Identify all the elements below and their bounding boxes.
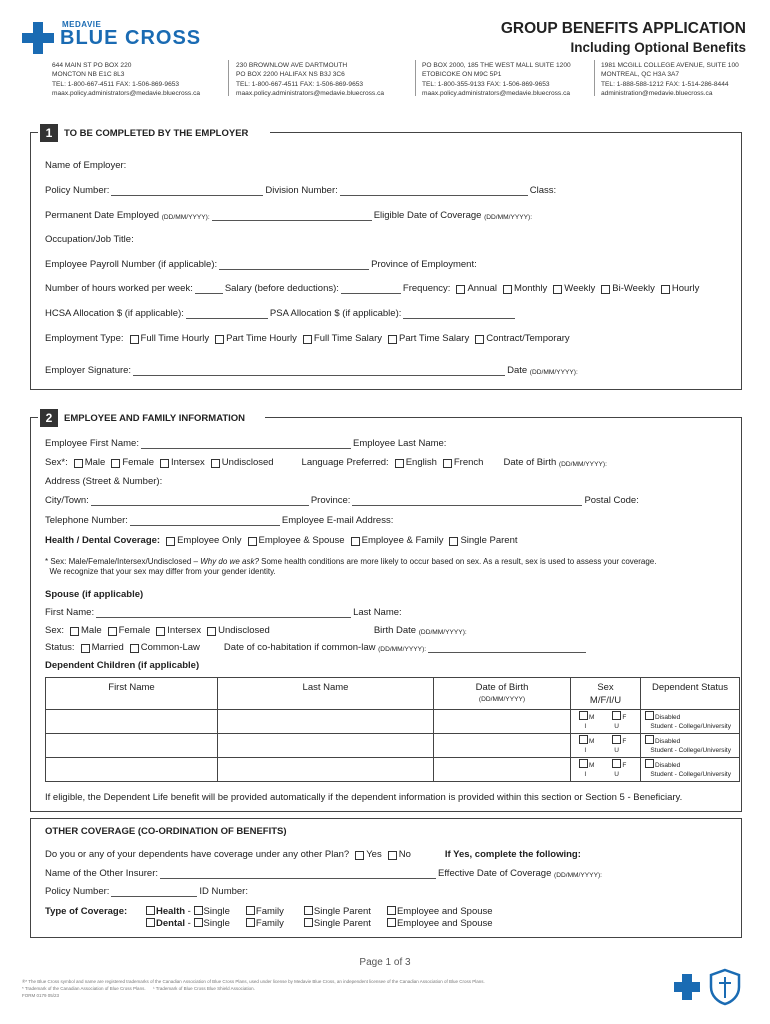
type-fth-checkbox[interactable] [130, 335, 139, 344]
section-1-header [40, 124, 254, 142]
sp-male-checkbox[interactable] [70, 627, 79, 636]
eff-date-label: Effective Date of Coverage [438, 868, 552, 879]
dep-m-checkbox[interactable] [579, 759, 588, 768]
divider [228, 60, 229, 96]
blue-shield-icon [708, 968, 742, 1006]
dep-last-field[interactable] [218, 758, 434, 782]
dep-m-checkbox[interactable] [579, 735, 588, 744]
table-row: M F I U Disabled Student - College/University [46, 734, 740, 758]
other-coverage-title: OTHER COVERAGE (CO-ORDINATION OF BENEFITS) [45, 826, 287, 837]
dep-last-field[interactable] [218, 734, 434, 758]
division-number-label: Division Number: [265, 185, 338, 196]
dob-label: Date of Birth [503, 457, 557, 468]
policy-number-field[interactable] [111, 186, 263, 196]
dental-family-checkbox[interactable] [246, 918, 255, 927]
province-employment-label: Province of Employment: [371, 259, 477, 270]
spouse-heading: Spouse (if applicable) [45, 589, 144, 600]
dep-disabled-checkbox[interactable] [645, 711, 654, 720]
section-title: EMPLOYEE AND FAMILY INFORMATION [64, 412, 246, 424]
sp-undisclosed-checkbox[interactable] [207, 627, 216, 636]
lang-french-checkbox[interactable] [443, 459, 452, 468]
payroll-field[interactable] [219, 260, 369, 270]
sex-note: * Sex: Male/Female/Intersex/Undisclosed – Why do we ask? Some health conditions are more likely to occur based on sex. As a result, sex is used to assess your coverage. We recognize that your sex may differ from your gender identity. [45, 557, 657, 576]
col-first-name: First Name [46, 678, 218, 710]
employer-signature-label: Employer Signature: [45, 365, 132, 376]
dep-dob-field[interactable] [434, 710, 571, 734]
psa-field[interactable] [403, 309, 515, 319]
other-yes-checkbox[interactable] [355, 851, 364, 860]
type-coverage-options: Health - Single Family Single Parent Employee and Spouse Dental - Single Family Single Parent Employee and Spouse [146, 906, 493, 930]
perm-date-label: Permanent Date Employed [45, 210, 160, 221]
city-field[interactable] [91, 496, 309, 506]
sign-date-label: Date [507, 365, 528, 376]
employer-name-label: Name of Employer: [45, 160, 127, 171]
col-last-name: Last Name [218, 678, 434, 710]
email-label: Employee E-mail Address: [281, 515, 394, 526]
col-dob: Date of Birth (DD/MM/YYYY) [434, 678, 571, 710]
address-dartmouth: 230 BROWNLOW AVE DARTMOUTH PO BOX 2200 HALIFAX NS B3J 3C6 TEL: 1-800-667-4511 FAX: 1-506-869-9653 maax.policy.administrators@medavie.bluecross.ca [236, 62, 385, 98]
dental-emp-spouse-checkbox[interactable] [387, 918, 396, 927]
page-title: GROUP BENEFITS APPLICATION [500, 20, 746, 37]
cov-family-checkbox[interactable] [351, 537, 360, 546]
type-coverage-label: Type of Coverage: [45, 906, 128, 917]
if-yes-label: If Yes, complete the following: [444, 849, 581, 860]
sex-intersex-checkbox[interactable] [160, 459, 169, 468]
status-married-checkbox[interactable] [81, 644, 90, 653]
other-policy-field[interactable] [111, 887, 197, 897]
type-pth-checkbox[interactable] [215, 335, 224, 344]
health-checkbox[interactable] [146, 906, 155, 915]
dental-single-checkbox[interactable] [194, 918, 203, 927]
emp-first-field[interactable] [141, 439, 351, 449]
employment-type-label: Employment Type: [45, 333, 124, 344]
coverage-label: Health / Dental Coverage: [45, 535, 161, 546]
address-etobicoke: PO BOX 2000, 185 THE WEST MALL SUITE 1200 ETOBICOKE ON M9C 5P1 TEL: 1-800-355-9133 FAX: 1-506-869-9653 maax.policy.administrators@medavie.bluecross.ca [422, 62, 571, 98]
elig-date-label: Eligible Date of Coverage [373, 210, 482, 221]
province-label: Province: [310, 495, 351, 506]
province-field[interactable] [352, 496, 582, 506]
emp-first-label: Employee First Name: [45, 438, 139, 449]
hours-label: Number of hours worked per week: [45, 283, 193, 294]
psa-label: PSA Allocation $ (if applicable): [269, 308, 402, 319]
dep-first-field[interactable] [46, 734, 218, 758]
city-label: City/Town: [45, 495, 89, 506]
divider [594, 60, 595, 96]
freq-monthly-checkbox[interactable] [503, 285, 512, 294]
health-single-checkbox[interactable] [194, 906, 203, 915]
table-row: M F I U Disabled Student - College/University [46, 710, 740, 734]
dependent-life-note: If eligible, the Dependent Life benefit will be provided automatically if the dependent information is provided within this section or Section 5 - Beneficiary. [45, 792, 683, 803]
language-label: Language Preferred: [301, 457, 389, 468]
phone-field[interactable] [130, 516, 280, 526]
cov-spouse-checkbox[interactable] [248, 537, 257, 546]
employer-signature-field[interactable] [133, 366, 505, 376]
sex-label: Sex*: [45, 457, 68, 468]
section-title: TO BE COMPLETED BY THE EMPLOYER [64, 127, 249, 139]
sex-undisclosed-checkbox[interactable] [211, 459, 220, 468]
hcsa-field[interactable] [186, 309, 268, 319]
phone-label: Telephone Number: [45, 515, 128, 526]
sp-intersex-checkbox[interactable] [156, 627, 165, 636]
freq-biweekly-checkbox[interactable] [601, 285, 610, 294]
dep-disabled-checkbox[interactable] [645, 759, 654, 768]
freq-weekly-checkbox[interactable] [553, 285, 562, 294]
page-number: Page 1 of 3 [359, 957, 411, 968]
other-plan-question: Do you or any of your dependents have coverage under any other Plan? [45, 849, 350, 860]
postal-label: Postal Code: [584, 495, 639, 506]
perm-date-field[interactable] [212, 211, 372, 221]
dep-dob-field[interactable] [434, 734, 571, 758]
insurer-label: Name of the Other Insurer: [45, 868, 158, 879]
salary-label: Salary (before deductions): [224, 283, 339, 294]
health-family-checkbox[interactable] [246, 906, 255, 915]
address-moncton: 644 MAIN ST PO BOX 220 MONCTON NB E1C 8L3 TEL: 1-800-667-4511 FAX: 1-506-869-9653 maax.policy.administrators@medavie.bluecross.ca [52, 62, 201, 98]
dep-first-field[interactable] [46, 758, 218, 782]
page-subtitle: Including Optional Benefits [570, 40, 746, 55]
footer-legal: ®* The Blue Cross symbol and name are registered trademarks of the Canadian Association of Blue Cross Plans, used under license by Medavie Blue Cross, an independent licensee of the Canadian Association of Blue Cross Plans. * Trademark of the Canadian Association of Blue Cross Plans. ¹ Trademark of Blue Cross Blue Shield Association. FORM 0179 05/23 [22, 979, 485, 998]
dependents-table [45, 677, 740, 782]
id-number-label: ID Number: [199, 886, 248, 897]
dep-first-field[interactable] [46, 710, 218, 734]
table-row: M F I U Disabled Student - College/University [46, 758, 740, 782]
sp-sex-label: Sex: [45, 625, 65, 636]
brand-name: BLUE CROSS [60, 27, 202, 49]
sp-last-label: Last Name: [353, 607, 402, 618]
cohab-field[interactable] [428, 643, 586, 653]
sp-female-checkbox[interactable] [108, 627, 117, 636]
col-sex: Sex M/F/I/U [571, 678, 641, 710]
division-number-field[interactable] [340, 186, 528, 196]
cohab-label: Date of co-habitation if common-law [223, 642, 376, 653]
sp-first-field[interactable] [96, 608, 351, 618]
freq-hourly-checkbox[interactable] [661, 285, 670, 294]
sex-male-checkbox[interactable] [74, 459, 83, 468]
policy-number-label: Policy Number: [45, 185, 110, 196]
other-no-checkbox[interactable] [388, 851, 397, 860]
occupation-label: Occupation/Job Title: [45, 234, 134, 245]
section-2-header [40, 409, 251, 427]
freq-annual-checkbox[interactable] [456, 285, 465, 294]
health-single-parent-checkbox[interactable] [304, 906, 313, 915]
cov-single-parent-checkbox[interactable] [449, 537, 458, 546]
lang-english-checkbox[interactable] [395, 459, 404, 468]
dep-f-checkbox[interactable] [612, 711, 621, 720]
type-pts-checkbox[interactable] [388, 335, 397, 344]
class-label: Class: [529, 185, 557, 196]
blue-cross-logo-icon [22, 22, 54, 54]
brand-top: MEDAVIE [62, 20, 102, 29]
dep-f-checkbox[interactable] [612, 759, 621, 768]
section-number: 2 [40, 409, 58, 427]
other-policy-label: Policy Number: [45, 886, 110, 897]
frequency-label: Frequency: [402, 283, 451, 294]
health-emp-spouse-checkbox[interactable] [387, 906, 396, 915]
hours-field[interactable] [195, 284, 223, 294]
dep-last-field[interactable] [218, 710, 434, 734]
dep-f-checkbox[interactable] [612, 735, 621, 744]
address-montreal: 1981 MCGILL COLLEGE AVENUE, SUITE 100 MONTREAL, QC H3A 3A7 TEL: 1-888-588-1212 FAX: 1-514-286-8444 administration@medavie.bluecross.ca [601, 62, 739, 98]
hcsa-label: HCSA Allocation $ (if applicable): [45, 308, 184, 319]
dependents-heading: Dependent Children (if applicable) [45, 660, 200, 671]
sex-female-checkbox[interactable] [111, 459, 120, 468]
status-label: Status: [45, 642, 75, 653]
dental-checkbox[interactable] [146, 918, 155, 927]
dep-disabled-checkbox[interactable] [645, 735, 654, 744]
insurer-field[interactable] [160, 869, 436, 879]
section-number: 1 [40, 124, 58, 142]
type-contract-checkbox[interactable] [475, 335, 484, 344]
sp-first-label: First Name: [45, 607, 95, 618]
col-status: Dependent Status [641, 678, 740, 710]
sp-dob-label: Birth Date [373, 625, 417, 636]
emp-last-label: Employee Last Name: [352, 438, 447, 449]
blue-cross-icon [672, 972, 702, 1002]
divider [415, 60, 416, 96]
type-fts-checkbox[interactable] [303, 335, 312, 344]
dental-single-parent-checkbox[interactable] [304, 918, 313, 927]
address-label: Address (Street & Number): [45, 476, 163, 487]
cov-employee-checkbox[interactable] [166, 537, 175, 546]
payroll-label: Employee Payroll Number (if applicable): [45, 259, 218, 270]
status-commonlaw-checkbox[interactable] [130, 644, 139, 653]
salary-field[interactable] [341, 284, 401, 294]
dep-dob-field[interactable] [434, 758, 571, 782]
dep-m-checkbox[interactable] [579, 711, 588, 720]
